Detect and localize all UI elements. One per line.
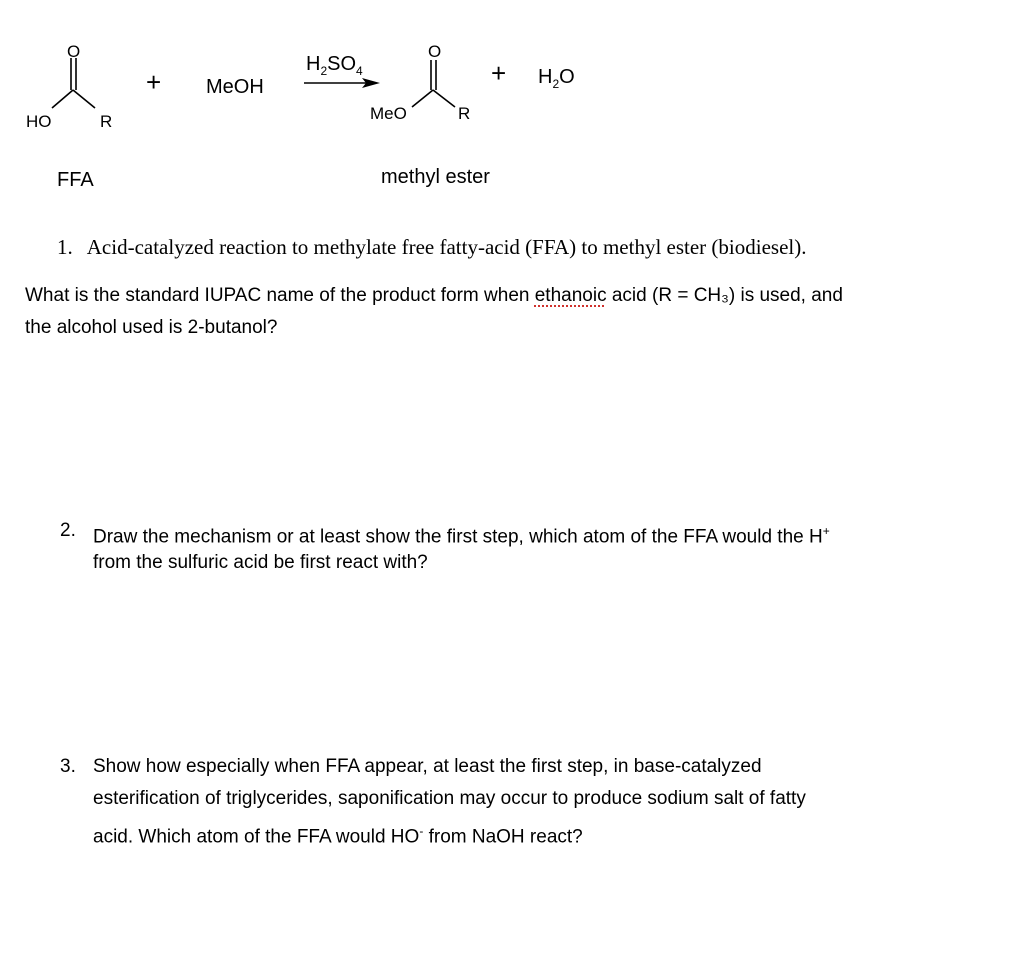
catalyst-so: SO [327,53,357,75]
ester-caption: methyl ester [381,166,490,188]
question-2-line-2: from the sulfuric acid be first react with? [93,552,428,573]
plus-sign-2: + [491,58,507,88]
question-3-line-1: Show how especially when FFA appear, at least the first step, in base-catalyzed [93,756,762,777]
water-h: H [538,66,553,88]
question-3-line-3-start: acid. Which atom of the FFA would HO [93,826,420,848]
ffa-bond-right [73,90,95,108]
question-1-body-line-1 [25,280,843,312]
question-3-hydroxide-charge: - [419,824,424,838]
ester-r-label: R [458,104,471,123]
question-1-body-start: What is the standard IUPAC name of the product form when [25,285,535,306]
question-1-title-text: Acid-catalyzed reaction to methylate free fatty-acid (FFA) to methyl ester (biodiesel). [86,235,807,259]
ffa-bond-left [52,90,73,108]
water-o: O [559,66,575,88]
question-2-number: 2. [60,520,76,541]
question-3-line-3 [93,815,583,853]
question-1-title [57,235,806,260]
water-label [538,66,575,91]
question-2-line-1-text: Draw the mechanism or at least show the first step, which atom of the FFA would the H [93,526,823,548]
question-1-body-line-2: the alcohol used is 2-butanol? [25,317,278,338]
question-3-line-3-end: from NaOH react? [423,826,583,848]
ester-bond-right [433,90,455,107]
spellcheck-word-ethanoic[interactable]: ethanoic [534,285,607,306]
question-3-line-2: esterification of triglycerides, saponification may occur to produce sodium salt of fatty [93,788,806,809]
catalyst-sub-2: 2 [320,64,328,78]
ffa-oxygen-label: O [67,42,81,61]
catalyst-sub-4: 4 [356,64,363,78]
ffa-r-label: R [100,112,113,131]
catalyst-h: H [306,53,321,75]
ester-methoxy-label: MeO [370,104,407,123]
plus-sign-1: + [146,67,162,97]
water-sub-2: 2 [552,77,560,91]
ester-bond-left [412,90,433,107]
question-1-number: 1. [57,235,73,259]
ester-oxygen-label: O [428,42,442,61]
reaction-arrow [302,75,382,91]
question-1-body-end: acid (R = CH₃) is used, and [606,285,843,306]
methanol-label: MeOH [206,76,264,98]
ffa-hydroxyl-label: HO [26,112,52,131]
question-3-number: 3. [60,756,76,777]
ffa-caption: FFA [57,169,94,191]
question-2-h-plus-charge: + [822,524,830,538]
